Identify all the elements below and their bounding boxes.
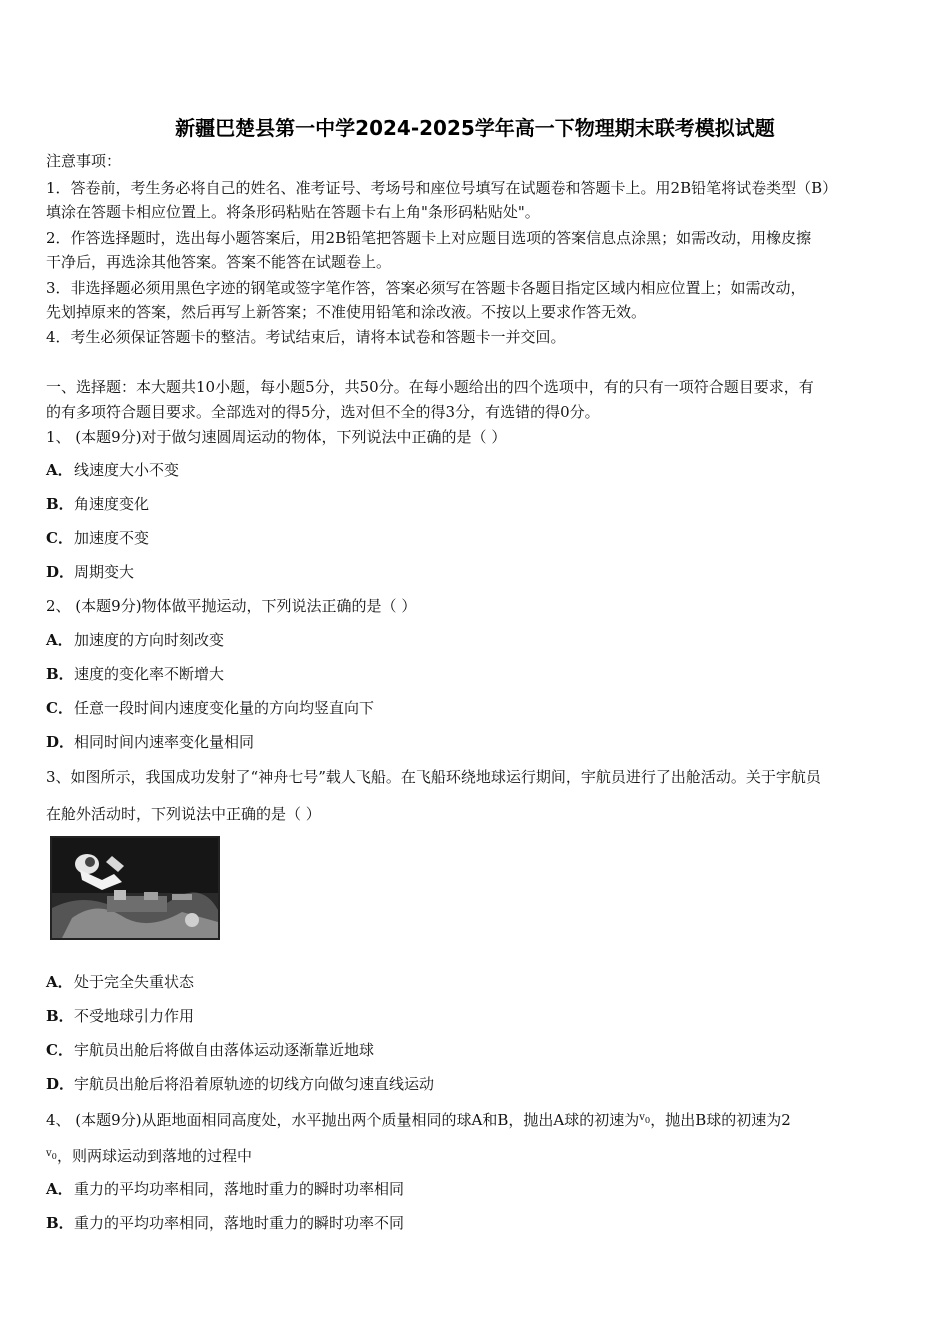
- notice-line: 2．作答选择题时，选出每小题答案后，用2B铅笔把答题卡上对应题目选项的答案信息点涂黑；如需改动，用橡皮擦: [46, 229, 812, 247]
- option-text: 不受地球引力作用: [74, 1007, 195, 1025]
- option-text: 速度的变化率不断增大: [74, 665, 225, 683]
- question-3-option-a: [46, 972, 908, 992]
- question-3-stem: 在舱外活动时，下列说法中正确的是（ ）: [46, 805, 321, 823]
- initial-velocity-symbol: [639, 1112, 650, 1123]
- option-text: 任意一段时间内速度变化量的方向均竖直向下: [74, 699, 375, 717]
- question-1-option-d: [46, 562, 908, 582]
- question-4-stem-part: 4、 (本题9分)从距地面相同高度处，水平抛出两个质量相同的球A和B，抛出A球的初速为: [46, 1111, 640, 1129]
- question-3-option-d: [46, 1074, 908, 1094]
- question-2-option-a: [46, 630, 908, 650]
- question-4-stem-part: ，抛出B球的初速为2: [650, 1111, 791, 1129]
- question-3-option-c: [46, 1040, 908, 1060]
- page-title: 新疆巴楚县第一中学2024-2025学年高一下物理期末联考模拟试题: [175, 116, 775, 140]
- option-letter: C．: [46, 529, 73, 547]
- option-letter: C．: [46, 1041, 73, 1059]
- option-text: 相同时间内速率变化量相同: [74, 733, 255, 751]
- question-2-stem: 2、 (本题9分)物体做平抛运动，下列说法正确的是（ ）: [46, 597, 417, 615]
- option-text: 周期变大: [74, 563, 135, 581]
- section-heading: 的有多项符合题目要求。全部选对的得5分，选对但不全的得3分，有选错的得0分。: [46, 403, 600, 421]
- question-2-option-d: [46, 732, 908, 752]
- notice-line: 1．答卷前，考生务必将自己的姓名、准考证号、考场号和座位号填写在试题卷和答题卡上。用2B铅笔将试卷类型（B）: [46, 179, 838, 197]
- option-letter: B．: [46, 1007, 74, 1025]
- notice-line: 3．非选择题必须用黑色字迹的钢笔或签字笔作答，答案必须写在答题卡各题目指定区域内相应位置上；如需改动，: [46, 279, 806, 297]
- notice-line: 干净后，再选涂其他答案。答案不能答在试题卷上。: [46, 253, 392, 271]
- option-text: 加速度不变: [74, 529, 150, 547]
- option-letter: A．: [46, 973, 73, 991]
- question-4-option-b: [46, 1213, 908, 1233]
- question-2-option-b: [46, 664, 908, 684]
- question-1-stem: 1、 (本题9分)对于做匀速圆周运动的物体，下列说法中正确的是（ ）: [46, 428, 507, 446]
- question-4-stem: [46, 1108, 908, 1130]
- astronaut-illustration: [52, 838, 218, 938]
- velocity-v: v: [639, 1112, 645, 1123]
- option-letter: A．: [46, 1180, 73, 1198]
- notice-line: 先划掉原来的答案，然后再写上新答案；不准使用铅笔和涂改液。不按以上要求作答无效。: [46, 303, 647, 321]
- question-4-stem-continued: [46, 1144, 908, 1166]
- velocity-subscript: 0: [644, 1115, 651, 1125]
- question-4-stem-part: ，则两球运动到落地的过程中: [56, 1147, 252, 1165]
- option-text: 宇航员出舱后将沿着原轨迹的切线方向做匀速直线运动: [74, 1075, 435, 1093]
- question-2-option-c: [46, 698, 908, 718]
- question-4-option-a: [46, 1179, 908, 1199]
- option-text: 重力的平均功率相同，落地时重力的瞬时功率相同: [74, 1180, 405, 1198]
- option-letter: D．: [46, 563, 75, 581]
- option-letter: A．: [46, 461, 73, 479]
- option-letter: B．: [46, 665, 74, 683]
- question-3-stem: 3、如图所示，我国成功发射了“神舟七号”载人飞船。在飞船环绕地球运行期间，宇航员进行了出舱活动。关于宇航员: [46, 768, 821, 786]
- notice-line: 4．考生必须保证答题卡的整洁。考试结束后，请将本试卷和答题卡一并交回。: [46, 328, 566, 346]
- option-text: 加速度的方向时刻改变: [74, 631, 225, 649]
- initial-velocity-symbol: [46, 1148, 57, 1159]
- option-letter: C．: [46, 699, 73, 717]
- astronaut-spacewalk-image: [50, 836, 220, 940]
- option-text: 线速度大小不变: [74, 461, 180, 479]
- section-heading: 一、选择题：本大题共10小题，每小题5分，共50分。在每小题给出的四个选项中，有的只有一项符合题目要求，有: [46, 378, 814, 396]
- option-letter: D．: [46, 1075, 75, 1093]
- option-text: 宇航员出舱后将做自由落体运动逐渐靠近地球: [74, 1041, 375, 1059]
- option-letter: B．: [46, 1214, 74, 1232]
- notice-line: 填涂在答题卡相应位置上。将条形码粘贴在答题卡右上角"条形码粘贴处"。: [46, 203, 540, 221]
- option-text: 处于完全失重状态: [74, 973, 195, 991]
- option-text: 重力的平均功率相同，落地时重力的瞬时功率不同: [74, 1214, 405, 1232]
- option-text: 角速度变化: [74, 495, 150, 513]
- option-letter: A．: [46, 631, 73, 649]
- velocity-v: v: [46, 1148, 52, 1159]
- velocity-subscript: 0: [51, 1151, 57, 1161]
- question-1-option-b: [46, 494, 908, 514]
- option-letter: B．: [46, 495, 74, 513]
- question-3-option-b: [46, 1006, 908, 1026]
- option-letter: D．: [46, 733, 75, 751]
- question-1-option-a: [46, 460, 908, 480]
- notice-heading: 注意事项：: [46, 152, 122, 170]
- question-1-option-c: [46, 528, 908, 548]
